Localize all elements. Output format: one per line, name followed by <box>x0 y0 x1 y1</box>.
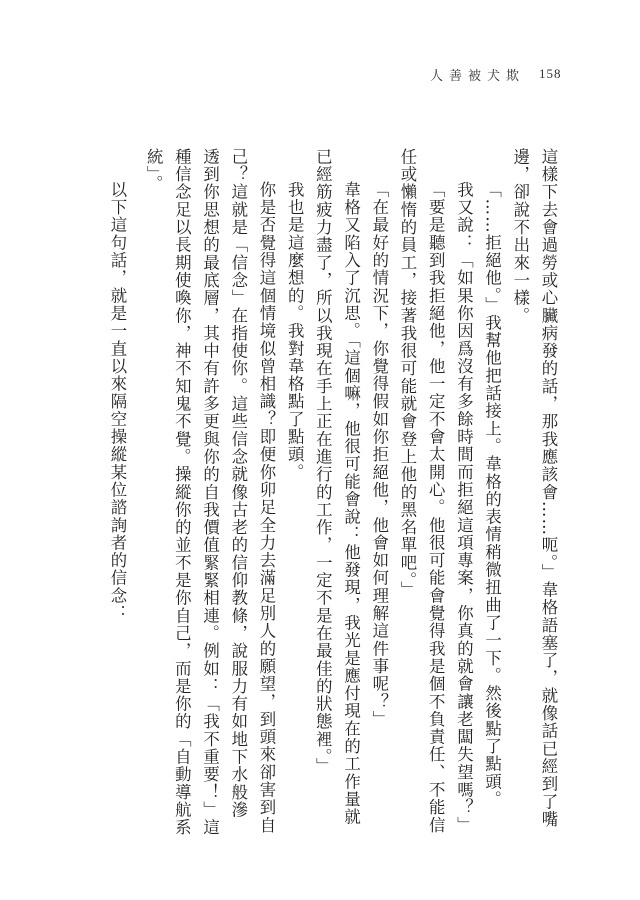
page-number: 158 <box>539 66 562 81</box>
book-title: 人善被犬欺 <box>430 68 526 84</box>
text-line: 已經筋疲力盡了，所以我現在手上正在進行的工作，一定不是在最佳的狀態裡。」 <box>313 148 333 776</box>
paragraph-gap <box>131 148 139 848</box>
running-header <box>430 64 600 84</box>
text-line: 這樣下去會過勞或心臟病發的話，那我應該會……呃。」韋格語塞了，就像話已經到了嘴 <box>539 148 558 829</box>
text-line: 任或懶惰的員工，接著我很可能就會登上他的黑名單吧。」 <box>397 148 417 599</box>
text-line: 「……拒絕他。」我幫他把話接上。韋格的表情稍微扭曲了一下。然後點了點頭。 <box>482 180 502 808</box>
text-line: 韋格又陷入了沉思。「這個嘛，他很可能會說：他發現，我光是應付現在的工作量就 <box>341 180 361 826</box>
vertical-text-body <box>82 148 562 848</box>
text-line: 邊，卻說不出來一樣。 <box>510 148 530 325</box>
text-line: 種信念足以長期使喚你，神不知鬼不覺。操縱你的並不是你自己，而是你的「自動導航系 <box>172 148 192 837</box>
text-line: 透到你思想的最底層，其中有許多更與你的自我價值緊緊相連。例如：「我不重要！」這 <box>200 148 220 837</box>
text-line: 統」。 <box>144 148 164 193</box>
text-line: 「在最好的情況下，你覺得假如你拒絕他，他會如何理解這件事呢？」 <box>369 180 389 728</box>
text-line: 以下這句話，就是一直以來隔空操縱某位諮詢者的信念： <box>107 180 127 623</box>
text-line: 「要是聽到我拒絕他，他一定不會太開心。他很可能會覺得我是個不負責任、不能信 <box>426 180 446 834</box>
text-line: 你是否覺得這個情境似曾相識？即便你卯足全力去滿足別人的願望，到頭來卻害到自 <box>256 180 276 834</box>
text-line: 我又說：「如果你因爲沒有多餘時間而拒絕這項專案，你真的就會讓老闆失望嗎？」 <box>454 180 474 834</box>
text-line: 我也是這麼想的。我對韋格點了點頭。 <box>285 180 305 481</box>
text-line: 己？這就是「信念」在指使你。這些信念就像古老的信仰教條，說服力有如地下水般滲 <box>228 148 248 819</box>
